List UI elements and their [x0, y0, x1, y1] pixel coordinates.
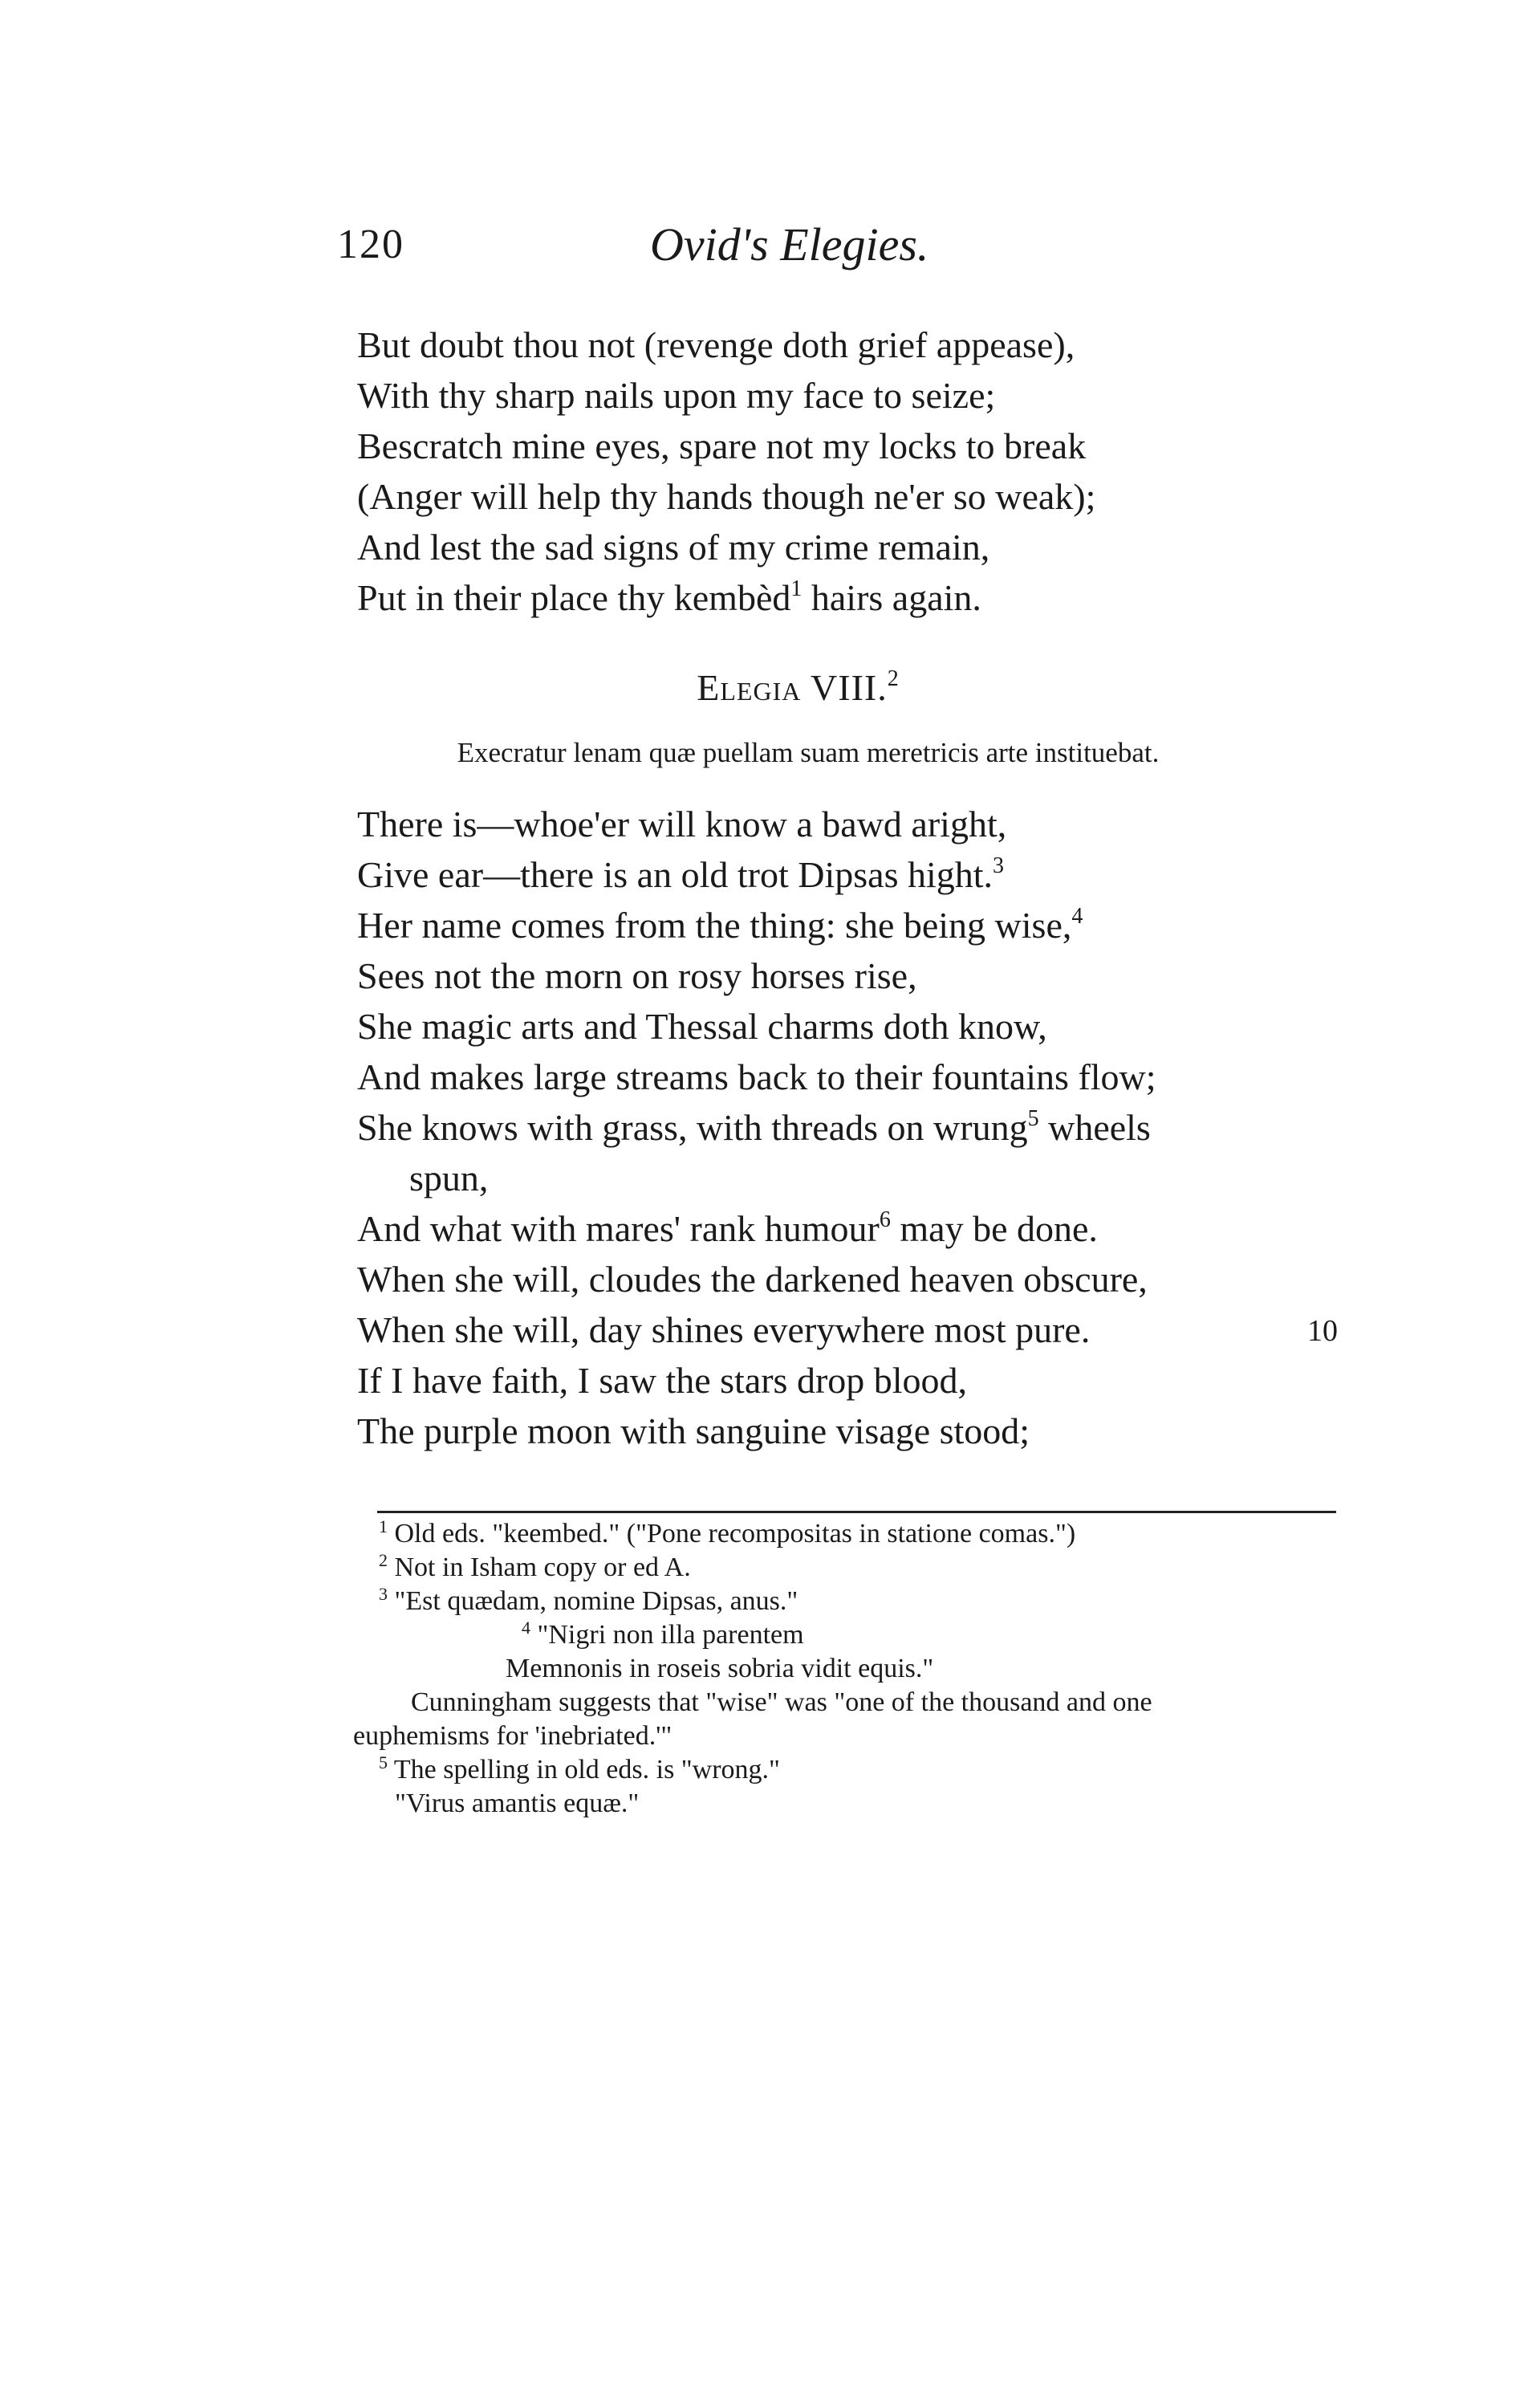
footnote-ref: 2 [887, 666, 900, 691]
verse-line: The purple moon with sanguine visage stood; [357, 1410, 1030, 1451]
page-number: 120 [337, 222, 404, 267]
elegy-heading [0, 666, 1540, 709]
page-header [337, 218, 1348, 285]
footnote-mark: 4 [522, 1618, 530, 1638]
verse-line [357, 900, 1352, 950]
verse-line-continuation: spun, [409, 1158, 489, 1198]
footnote-text: The spelling in old eds. is "wrong." [388, 1755, 780, 1785]
footnote [353, 1551, 1356, 1585]
verse-text: wheels [1038, 1107, 1151, 1148]
footnote-continuation: Memnonis in roseis sobria vidit equis." [506, 1654, 934, 1683]
verse-line: When she will, cloudes the darkened heaven obscure, [357, 1259, 1148, 1300]
verse-text: And what with mares' rank humour [357, 1208, 880, 1249]
verse-text: hairs again. [802, 577, 981, 618]
verse-line: With thy sharp nails upon my face to seize; [357, 375, 996, 416]
verse-line: Sees not the morn on rosy horses rise, [357, 955, 917, 996]
footnote-ref: 6 [879, 1207, 891, 1232]
footnote [353, 1753, 1356, 1787]
verse-line [357, 1203, 1352, 1254]
footnotes [353, 1517, 1356, 1821]
footnote-continuation: Cunningham suggests that "wise" was "one of the thousand and one [411, 1687, 1152, 1717]
elegy-argument: Execratur lenam quæ puellam suam meretricis arte instituebat. [457, 737, 1160, 768]
running-title: Ovid's Elegies. [650, 218, 929, 271]
footnote-mark: 5 [379, 1752, 388, 1772]
footnote-mark: 2 [379, 1550, 388, 1570]
verse-line: But doubt thou not (revenge doth grief appease), [357, 324, 1075, 365]
footnote-divider [377, 1511, 1336, 1513]
footnote-ref: 1 [790, 576, 803, 601]
verse-text: Put in their place thy kembèd [357, 577, 791, 618]
verse-line: She magic arts and Thessal charms doth know, [357, 1006, 1047, 1047]
footnote-mark: 3 [379, 1584, 388, 1604]
verse-line: And lest the sad signs of my crime remain, [357, 527, 990, 568]
footnote-text: Old eds. "keembed." ("Pone recompositas in statione comas.") [388, 1519, 1076, 1548]
verse-line: Bescratch mine eyes, spare not my locks to break [357, 425, 1087, 466]
verse-text: Give ear—there is an old trot Dipsas hight. [357, 854, 993, 895]
footnote-ref: 5 [1027, 1106, 1039, 1131]
elegy-numeral: VIII. [811, 667, 888, 708]
footnote-continuation: euphemisms for 'inebriated.'" [353, 1721, 672, 1751]
verse-text: may be done. [890, 1208, 1098, 1249]
verse-line [357, 1304, 1352, 1355]
verse-text: She knows with grass, with threads on wrung [357, 1107, 1028, 1148]
verse-line: And makes large streams back to their fountains flow; [357, 1056, 1156, 1097]
verse-text: When she will, day shines everywhere most pure. [357, 1309, 1091, 1350]
line-number: 10 [1307, 1314, 1338, 1348]
verse-line [357, 1102, 1352, 1153]
footnote-text: Not in Isham copy or ed A. [388, 1553, 691, 1582]
verse-line [357, 572, 1352, 623]
footnote-mark: 1 [379, 1516, 388, 1536]
elegy-prefix: Elegia [697, 667, 802, 708]
verse-line [357, 849, 1352, 900]
footnote [353, 1517, 1356, 1551]
stanza-elegy-viii [357, 799, 1352, 1456]
verse-line: (Anger will help thy hands though ne'er so weak); [357, 476, 1096, 517]
verse-line: There is—whoe'er will know a bawd aright, [357, 804, 1007, 844]
footnote-ref: 3 [993, 853, 1005, 878]
footnote [353, 1585, 1356, 1618]
stanza-continuation [357, 319, 1352, 623]
footnote-text: "Nigri non illa parentem [530, 1620, 804, 1650]
footnote-continuation: "Virus amantis equæ." [395, 1789, 640, 1818]
footnote [353, 1618, 1356, 1652]
footnote-text: "Est quædam, nomine Dipsas, anus." [388, 1586, 798, 1616]
verse-text: Her name comes from the thing: she being wise, [357, 905, 1072, 946]
footnote-ref: 4 [1071, 904, 1083, 929]
verse-line: If I have faith, I saw the stars drop blood, [357, 1360, 968, 1401]
